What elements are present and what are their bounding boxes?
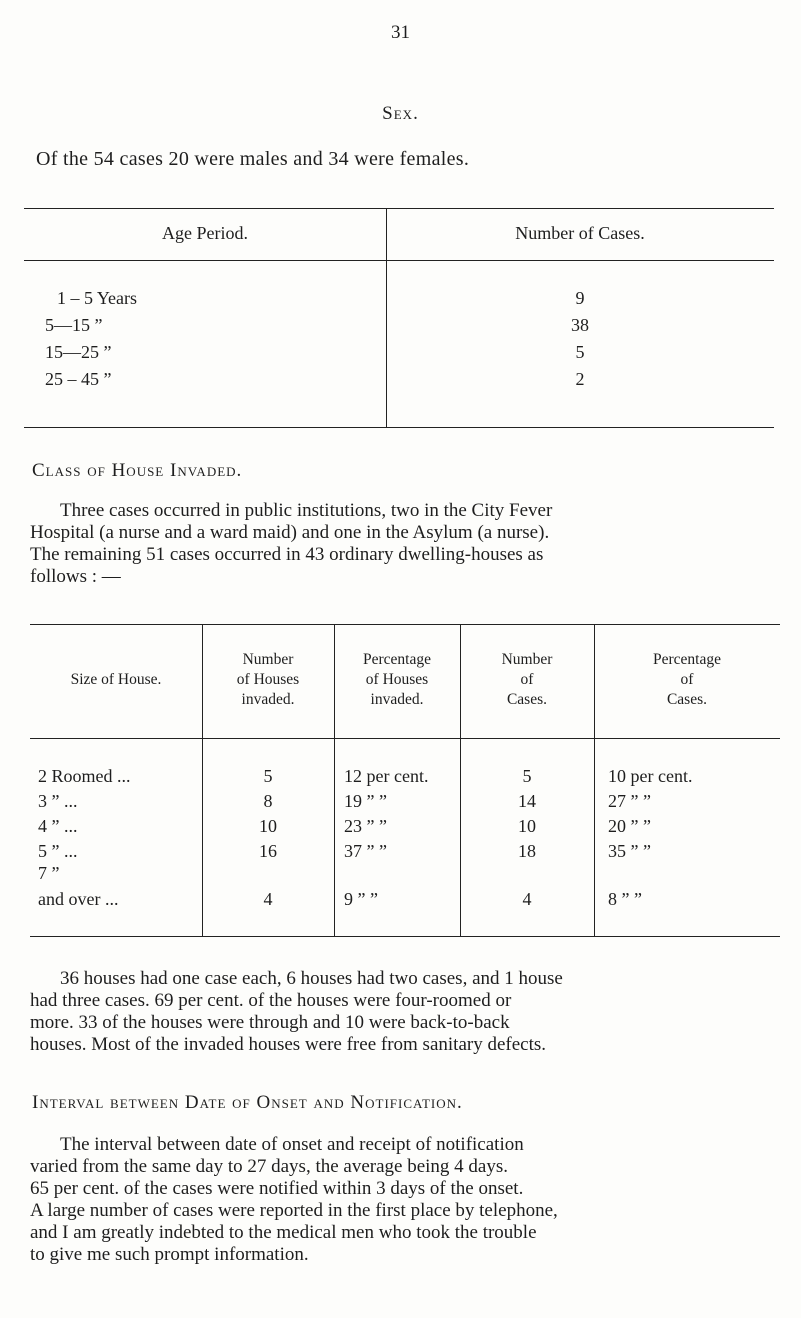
size-header: Size of House. [70,671,162,688]
summary-line: more. 33 of the houses were through and 10 were back-to-back [30,1012,510,1033]
house-size-cell: 2 Roomed ... [38,766,131,786]
pct-houses-header: Percentage of Houses invaded. [363,651,431,708]
age-row-period: 25 – 45 ” [45,369,112,389]
class-line: Hospital (a nurse and a ward maid) and one in the Asylum (a nurse). [30,522,550,543]
class-line: Three cases occurred in public institutions, two in the City Fever [60,500,553,521]
house-size-cell: and over ... [38,889,119,909]
summary-line: 36 houses had one case each, 6 houses had two cases, and 1 house [60,968,563,989]
pct-cases-cell: 20 ” ” [608,816,651,836]
pct-houses-cell: 23 ” ” [344,816,387,836]
pct-houses-cell: 19 ” ” [344,791,387,811]
interval-paragraph [30,1134,775,1266]
houses-cell: 16 [259,841,277,861]
interval-line: to give me such prompt information. [30,1244,309,1265]
house-size-cell: 3 ” ... [38,791,78,811]
houses-cell: 5 [263,766,273,786]
pct-houses-cell: 9 ” ” [344,889,378,909]
sex-text: Of the 54 cases 20 were males and 34 were females. [36,148,470,170]
house-size-cell: 7 ” [38,863,60,883]
age-period-header: Age Period. [162,223,248,243]
age-row-cases: 38 [571,315,589,335]
class-heading: Class of House Invaded. [32,460,243,481]
pct-houses-cell: 12 per cent. [344,766,429,786]
class-line: The remaining 51 cases occurred in 43 ordinary dwelling-houses as [30,544,544,565]
pct-cases-cell: 27 ” ” [608,791,651,811]
interval-line: The interval between date of onset and receipt of notification [60,1134,524,1155]
page-number: 31 [391,22,410,43]
pct-cases-cell: 35 ” ” [608,841,651,861]
interval-line: varied from the same day to 27 days, the average being 4 days. [30,1156,509,1177]
house-size-cell: 4 ” ... [38,816,78,836]
cases-cell: 14 [518,791,536,811]
interval-line: A large number of cases were reported in the first place by telephone, [30,1200,558,1221]
interval-line: 65 per cent. of the cases were notified within 3 days of the onset. [30,1178,524,1199]
class-line: follows : — [30,566,121,587]
summary-paragraph [30,968,775,1056]
pct-houses-cell: 37 ” ” [344,841,387,861]
interval-heading: Interval between Date of Onset and Notification. [32,1092,463,1113]
summary-line: houses. Most of the invaded houses were free from sanitary defects. [30,1034,547,1055]
class-paragraph [30,500,775,588]
houses-invaded-header: Number of Houses invaded. [236,651,300,708]
age-row-period: 5—15 ” [45,315,103,335]
pct-cases-cell: 8 ” ” [608,889,642,909]
pct-cases-header: Percentage of Cases. [653,651,721,708]
cases-cell: 4 [522,889,532,909]
cases-header: Number of Cases. [501,651,553,708]
houses-cell: 8 [263,791,273,811]
age-row-cases: 5 [575,342,585,362]
cases-cell: 18 [518,841,536,861]
age-row-cases: 2 [575,369,585,389]
summary-line: had three cases. 69 per cent. of the houses were four-roomed or [30,990,512,1011]
cases-cell: 10 [518,816,536,836]
pct-cases-cell: 10 per cent. [608,766,693,786]
house-size-cell: 5 ” ... [38,841,78,861]
interval-line: and I am greatly indebted to the medical men who took the trouble [30,1222,537,1243]
cases-cell: 5 [522,766,532,786]
sex-heading: Sex. [382,103,419,124]
age-row-period: 1 – 5 Years [57,288,138,308]
houses-cell: 4 [263,889,273,909]
age-row-cases: 9 [575,288,585,308]
age-row-period: 15—25 ” [45,342,112,362]
houses-cell: 10 [259,816,277,836]
number-of-cases-header: Number of Cases. [515,223,645,243]
